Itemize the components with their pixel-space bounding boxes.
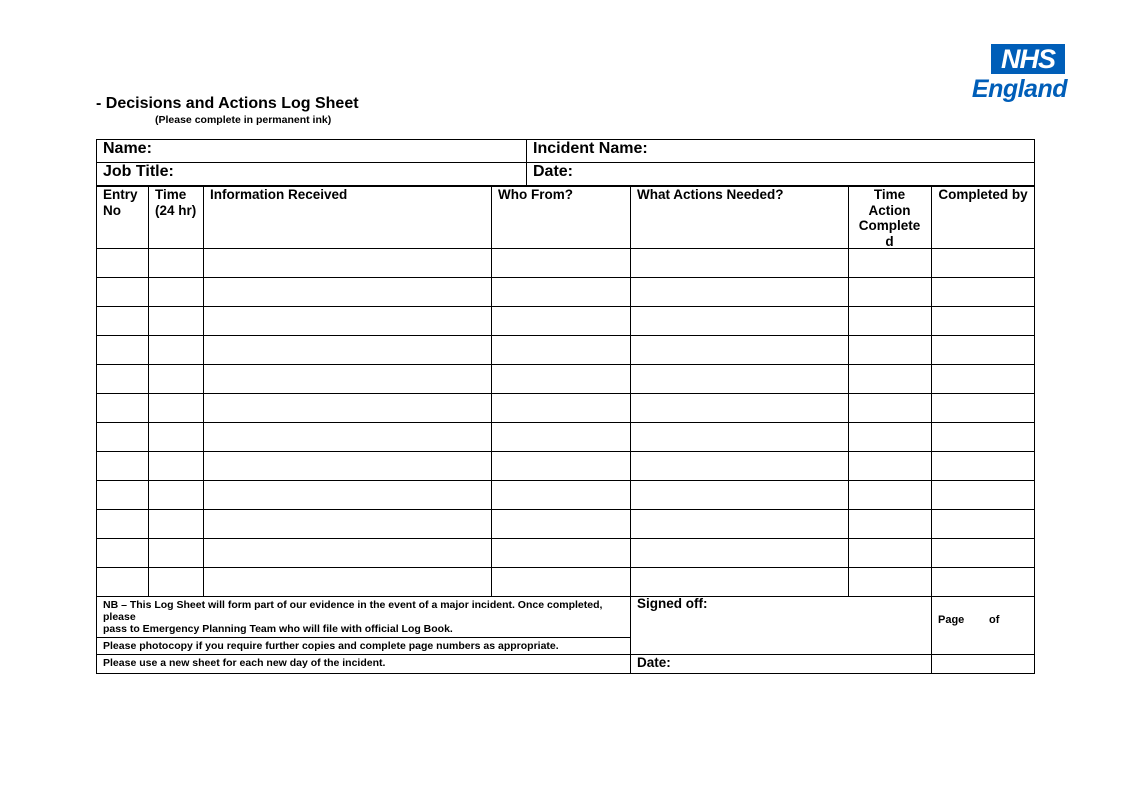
incident-name-label: Incident Name: [533, 140, 648, 157]
name-label: Name: [103, 140, 152, 157]
footer-column-divider-2 [931, 596, 932, 674]
column-header: Entry No [103, 187, 138, 218]
table-row [96, 509, 1035, 510]
england-logo-word: England [971, 75, 1067, 103]
table-row [96, 480, 1035, 481]
column-header: Who From? [498, 187, 573, 202]
footer-divider-2 [96, 654, 1035, 655]
signed-off-label: Signed off: [637, 596, 708, 611]
footer-date-label: Date: [637, 655, 671, 670]
column-header: Time Action Complete d [858, 187, 921, 249]
column-header: Completed by [938, 187, 1028, 202]
date-label: Date: [533, 163, 574, 180]
table-row [96, 451, 1035, 452]
column-header: Information Received [210, 187, 348, 202]
column-header: What Actions Needed? [637, 187, 784, 202]
table-row [96, 335, 1035, 336]
column-header: Time (24 hr) [155, 187, 197, 218]
of-label: of [989, 614, 1000, 626]
nb-note-line1: NB – This Log Sheet will form part of our evidence in the event of a major incident. Once completed, please [103, 599, 603, 623]
table-row [96, 277, 1035, 278]
nhs-logo-box: NHS [991, 44, 1065, 74]
nhs-england-logo [969, 44, 1067, 104]
photocopy-note: Please photocopy if you require further copies and complete page numbers as appropriate. [103, 640, 559, 652]
table-row [96, 567, 1035, 568]
table-row [96, 538, 1035, 539]
table-row [96, 306, 1035, 307]
footer-column-divider-1 [630, 596, 631, 674]
new-sheet-note: Please use a new sheet for each new day of the incident. [103, 657, 386, 669]
table-row [96, 422, 1035, 423]
footer-divider-1 [96, 637, 630, 638]
nb-note-line2: pass to Emergency Planning Team who will file with official Log Book. [103, 623, 453, 635]
page-title: - Decisions and Actions Log Sheet [96, 95, 359, 112]
details-column-divider [526, 139, 527, 186]
page-label: Page [938, 614, 965, 626]
table-row [96, 364, 1035, 365]
table-row [96, 393, 1035, 394]
page-subtitle: (Please complete in permanent ink) [155, 114, 332, 126]
job-title-label: Job Title: [103, 163, 174, 180]
